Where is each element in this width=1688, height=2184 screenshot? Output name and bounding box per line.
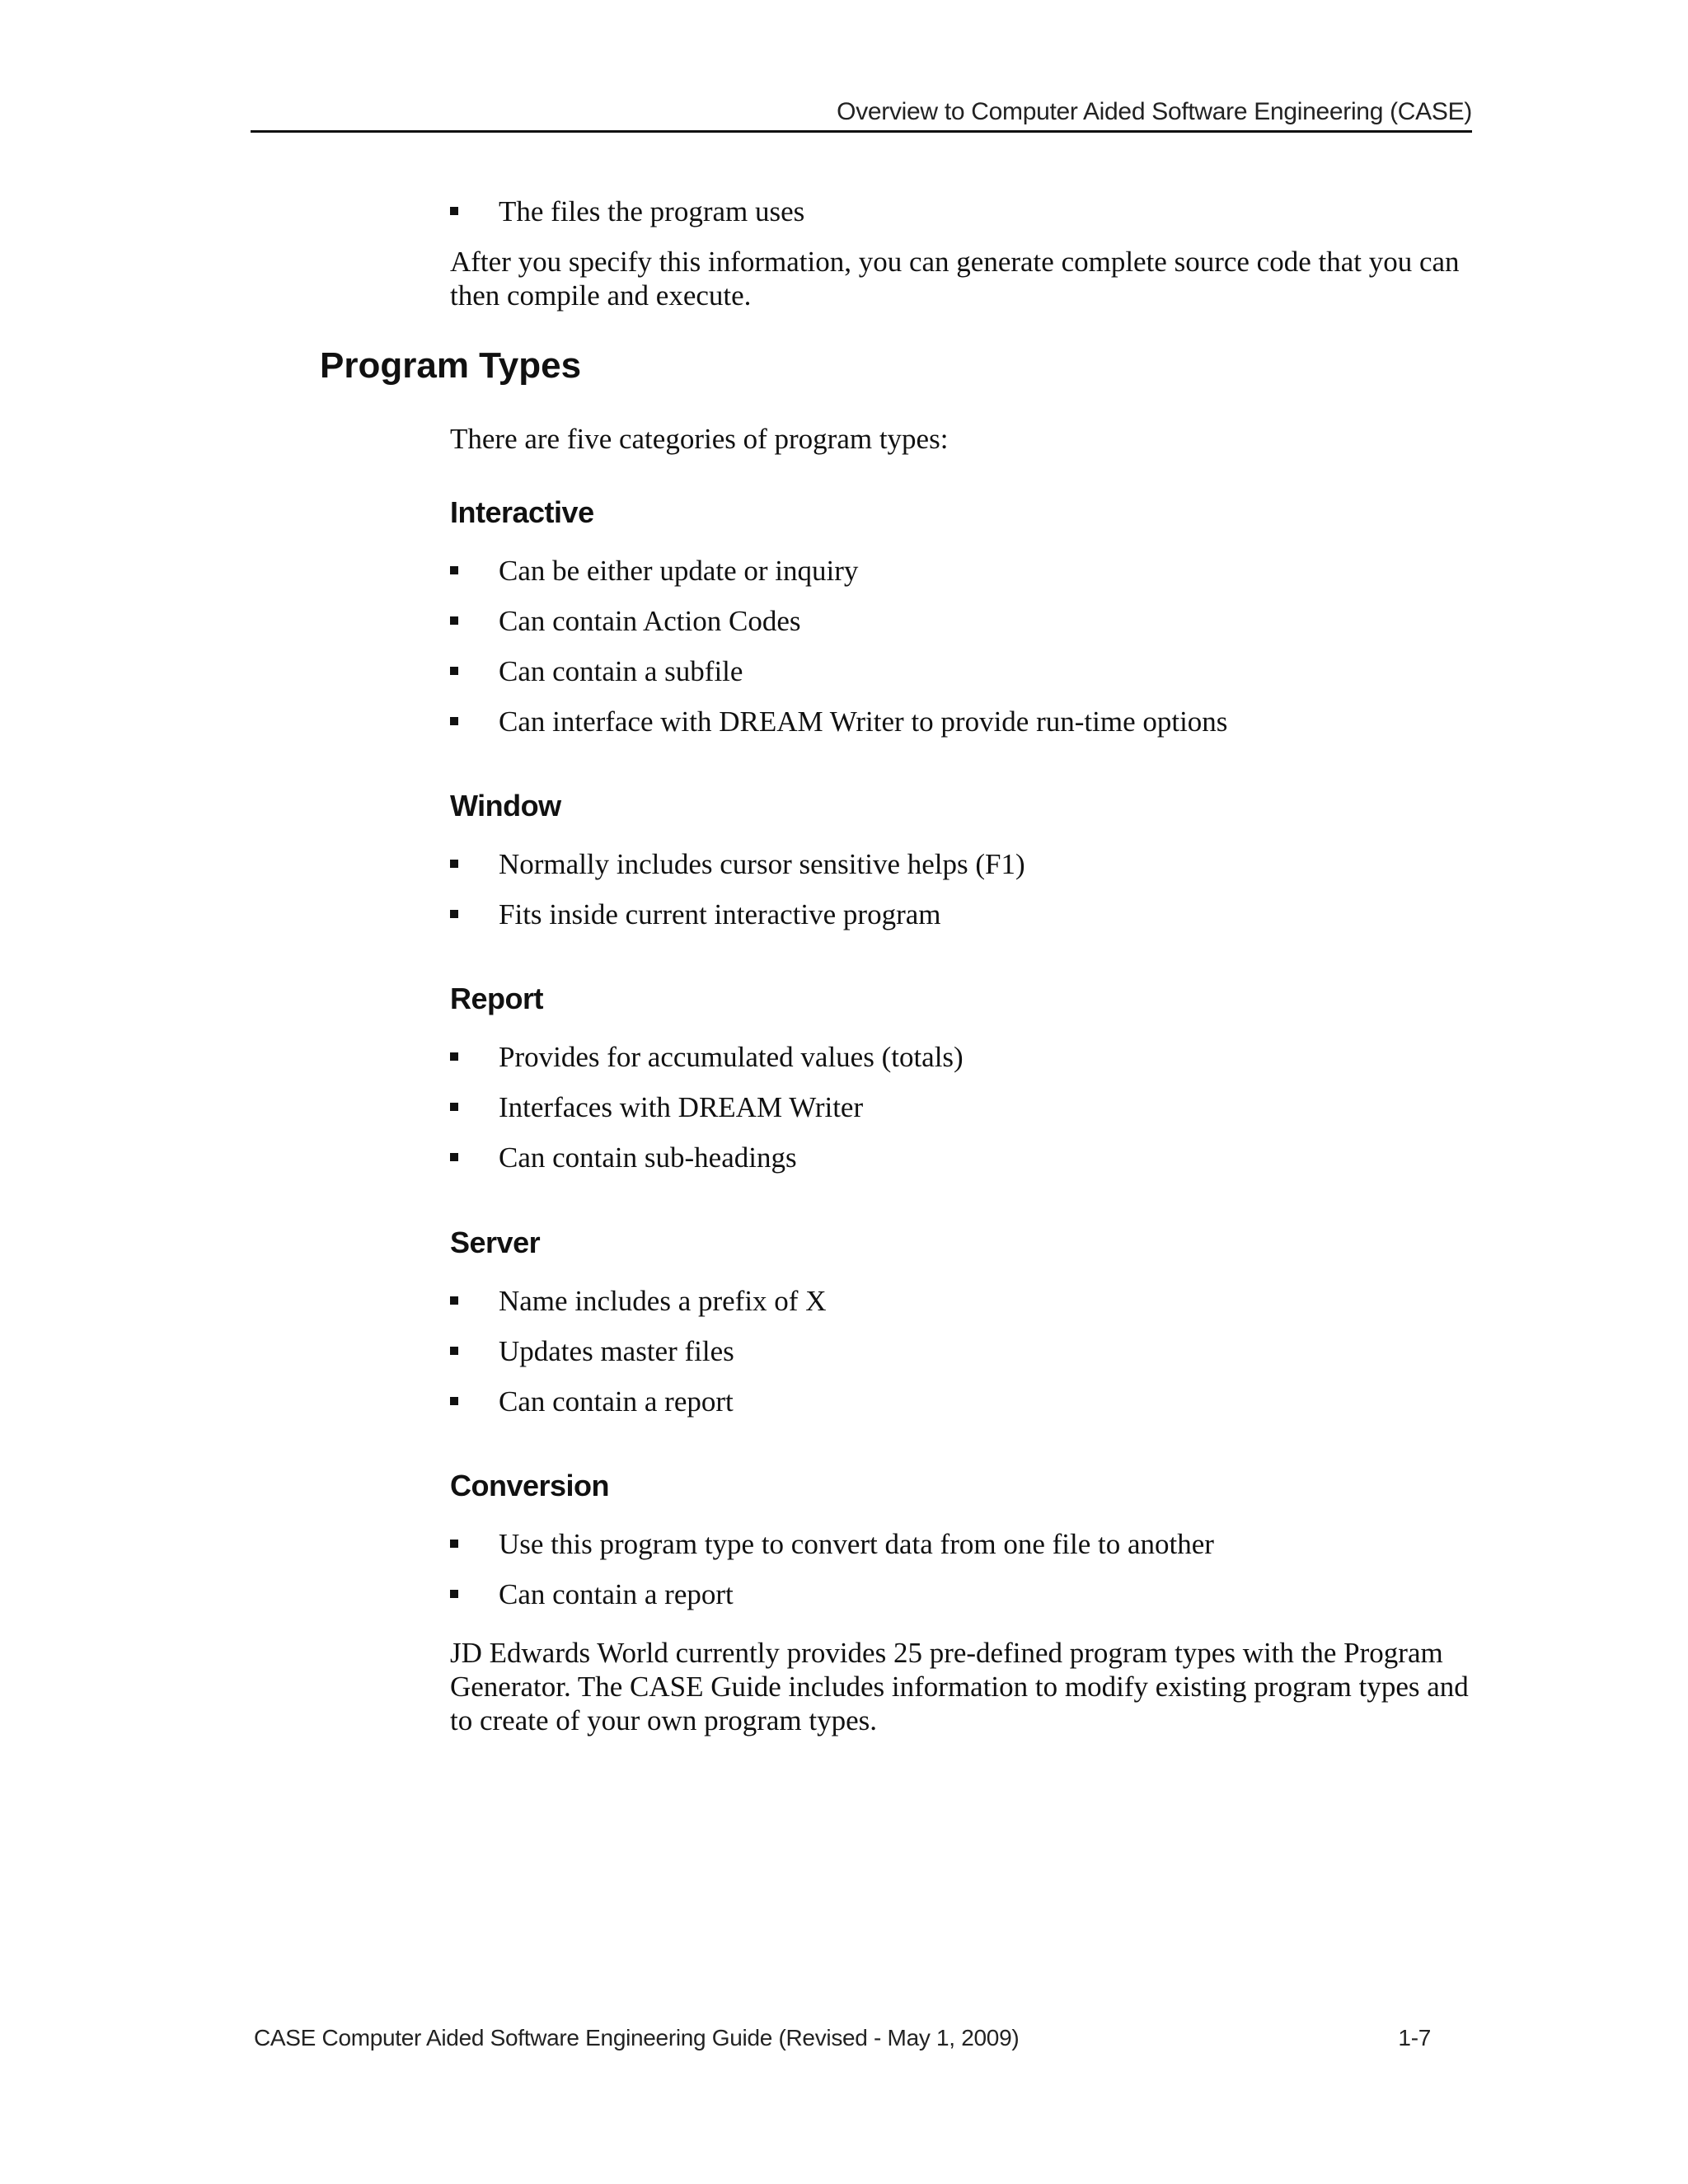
section-intro: There are five categories of program types: xyxy=(450,423,949,455)
square-bullet-icon xyxy=(450,1052,458,1061)
subsection-bullet-list xyxy=(450,847,1472,931)
section-title: Program Types xyxy=(320,345,582,386)
list-item xyxy=(450,1385,1472,1418)
list-item xyxy=(450,1040,1472,1074)
subsection-bullet-list xyxy=(450,554,1472,738)
square-bullet-icon xyxy=(450,1296,458,1305)
subsection-window xyxy=(450,789,1472,948)
square-bullet-icon xyxy=(450,1540,458,1548)
section-intro-block xyxy=(450,422,1472,456)
intro-bullet-list xyxy=(450,194,1472,228)
list-item xyxy=(450,1527,1472,1561)
square-bullet-icon xyxy=(450,1103,458,1111)
list-item xyxy=(450,1577,1472,1611)
square-bullet-icon xyxy=(450,717,458,725)
header-rule xyxy=(251,130,1472,133)
list-item xyxy=(450,554,1472,588)
list-item-text: Fits inside current interactive program xyxy=(499,898,941,930)
closing-paragraph: JD Edwards World currently provides 25 pre-defined program types with the Program Generator. The CASE Guide includes information to modify existing program types and to create of your own program types. xyxy=(450,1637,1469,1736)
running-header: Overview to Computer Aided Software Engineering (CASE) xyxy=(837,98,1472,125)
list-item-text: Can contain Action Codes xyxy=(499,605,801,637)
list-item-text: Can contain a report xyxy=(499,1578,734,1610)
list-item-text: Use this program type to convert data from one file to another xyxy=(499,1528,1214,1560)
footer-title: CASE Computer Aided Software Engineering Guide (Revised - May 1, 2009) xyxy=(254,2025,1020,2050)
square-bullet-icon xyxy=(450,616,458,625)
square-bullet-icon xyxy=(450,910,458,918)
list-item-text: Normally includes cursor sensitive helps (F1) xyxy=(499,848,1025,880)
list-item-text: Provides for accumulated values (totals) xyxy=(499,1041,964,1073)
square-bullet-icon xyxy=(450,207,458,215)
list-item-text: Can contain a report xyxy=(499,1385,734,1418)
square-bullet-icon xyxy=(450,1590,458,1598)
closing-block xyxy=(450,1636,1472,1737)
square-bullet-icon xyxy=(450,667,458,675)
list-item xyxy=(450,194,1472,228)
square-bullet-icon xyxy=(450,1397,458,1405)
list-item-text: Can contain sub-headings xyxy=(499,1141,797,1174)
subsection-title: Server xyxy=(450,1226,541,1259)
subsection-title: Interactive xyxy=(450,495,594,529)
list-item-text: Can contain a subfile xyxy=(499,655,743,687)
square-bullet-icon xyxy=(450,566,458,574)
list-item xyxy=(450,1090,1472,1124)
list-item xyxy=(450,705,1472,738)
list-item-text: Updates master files xyxy=(499,1335,734,1367)
list-item xyxy=(450,898,1472,931)
subsection-bullet-list xyxy=(450,1040,1472,1174)
list-item-text: Can interface with DREAM Writer to provide run-time options xyxy=(499,705,1228,738)
subsection-bullet-list xyxy=(450,1284,1472,1418)
subsection-title: Conversion xyxy=(450,1469,610,1502)
subsection-conversion xyxy=(450,1469,1472,1611)
subsection-title: Report xyxy=(450,982,543,1015)
intro-paragraph: After you specify this information, you can generate complete source code that you can then compile and execute. xyxy=(450,246,1460,312)
subsection-interactive xyxy=(450,495,1472,755)
page-number: 1-7 xyxy=(1398,2025,1431,2050)
list-item xyxy=(450,847,1472,881)
subsection-server xyxy=(450,1226,1472,1435)
list-item-text: Interfaces with DREAM Writer xyxy=(499,1091,864,1123)
subsection-title: Window xyxy=(450,789,561,823)
intro-block xyxy=(450,194,1472,312)
list-item-text: The files the program uses xyxy=(499,195,805,227)
list-item-text: Can be either update or inquiry xyxy=(499,555,859,587)
square-bullet-icon xyxy=(450,1347,458,1355)
square-bullet-icon xyxy=(450,860,458,868)
list-item xyxy=(450,1334,1472,1368)
list-item xyxy=(450,1284,1472,1318)
square-bullet-icon xyxy=(450,1153,458,1161)
list-item xyxy=(450,604,1472,638)
subsection-report xyxy=(450,982,1472,1191)
list-item xyxy=(450,654,1472,688)
list-item-text: Name includes a prefix of X xyxy=(499,1285,827,1317)
subsection-bullet-list xyxy=(450,1527,1472,1611)
list-item xyxy=(450,1141,1472,1174)
